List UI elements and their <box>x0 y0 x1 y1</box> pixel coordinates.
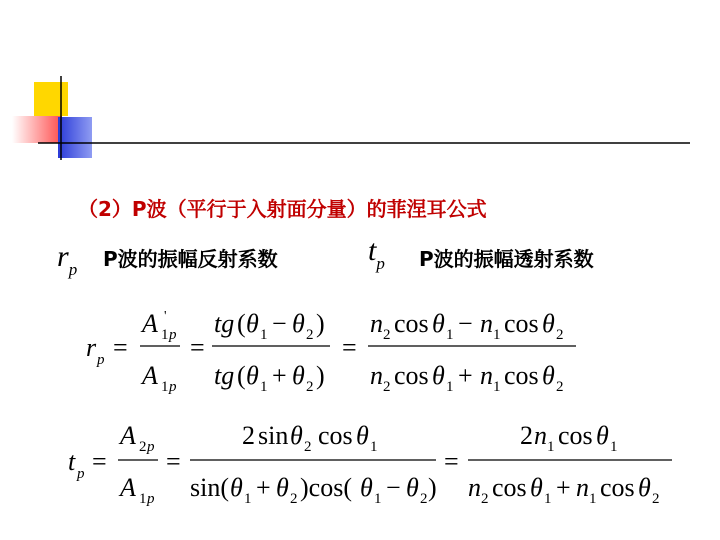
svg-text:θ: θ <box>542 361 555 390</box>
svg-text:θ: θ <box>246 361 259 390</box>
svg-text:(: ( <box>237 309 246 338</box>
svg-text:1: 1 <box>260 379 268 395</box>
svg-text:n: n <box>468 473 481 502</box>
svg-text:1: 1 <box>161 327 169 343</box>
svg-text:p: p <box>77 466 85 482</box>
svg-text:A: A <box>120 473 136 502</box>
svg-text:−: − <box>386 473 401 502</box>
svg-text:1: 1 <box>446 379 454 395</box>
svg-text:2: 2 <box>290 491 298 507</box>
svg-text:cos: cos <box>318 421 353 450</box>
svg-text:n: n <box>370 309 383 338</box>
svg-text:(: ( <box>237 361 246 390</box>
svg-text:+: + <box>272 361 287 390</box>
svg-text:2: 2 <box>304 439 312 455</box>
svg-text:θ: θ <box>230 473 243 502</box>
svg-text:n: n <box>480 361 493 390</box>
svg-text:t: t <box>68 447 76 476</box>
svg-text:tg: tg <box>214 309 235 338</box>
svg-text:sin: sin <box>258 421 289 450</box>
svg-text:n: n <box>370 361 383 390</box>
svg-text:2: 2 <box>242 421 255 450</box>
svg-text:2: 2 <box>556 379 564 395</box>
svg-text:θ: θ <box>542 309 555 338</box>
svg-text:sin(: sin( <box>190 473 229 502</box>
svg-text:1: 1 <box>139 491 147 507</box>
svg-text:θ: θ <box>360 473 373 502</box>
svg-text:A: A <box>142 309 158 338</box>
svg-text:=: = <box>92 447 107 476</box>
svg-text:=: = <box>166 447 181 476</box>
svg-text:cos: cos <box>504 361 539 390</box>
svg-text:=: = <box>342 333 357 362</box>
svg-text:2: 2 <box>306 379 314 395</box>
t-symbol: tp <box>368 234 385 273</box>
svg-text:+: + <box>556 473 571 502</box>
svg-text:+: + <box>458 361 473 390</box>
svg-text:1: 1 <box>374 491 382 507</box>
svg-text:θ: θ <box>292 361 305 390</box>
svg-text:θ: θ <box>596 421 609 450</box>
section-heading: （2）P波（平行于入射面分量）的菲涅耳公式 <box>78 197 487 221</box>
svg-text:2: 2 <box>306 327 314 343</box>
svg-text:p: p <box>169 379 177 395</box>
svg-text:θ: θ <box>246 309 259 338</box>
svg-text:θ: θ <box>530 473 543 502</box>
svg-text:1: 1 <box>446 327 454 343</box>
svg-text:p: p <box>169 327 177 343</box>
ornament-yellow-square <box>34 82 68 116</box>
svg-text:1: 1 <box>260 327 268 343</box>
svg-text:θ: θ <box>356 421 369 450</box>
svg-text:): ) <box>316 361 325 390</box>
svg-text:1: 1 <box>370 439 378 455</box>
svg-text:cos: cos <box>492 473 527 502</box>
svg-text:=: = <box>444 447 459 476</box>
svg-text:1: 1 <box>544 491 552 507</box>
svg-text:2: 2 <box>139 439 147 455</box>
svg-text:1: 1 <box>161 379 169 395</box>
r-definition-label: P波的振幅反射系数 <box>103 247 278 271</box>
svg-text:2: 2 <box>383 379 391 395</box>
svg-text:θ: θ <box>406 473 419 502</box>
svg-text:θ: θ <box>276 473 289 502</box>
svg-text:θ: θ <box>432 309 445 338</box>
svg-text:θ: θ <box>432 361 445 390</box>
svg-text:−: − <box>458 309 473 338</box>
svg-text:θ: θ <box>290 421 303 450</box>
svg-text:A: A <box>120 421 136 450</box>
svg-text:+: + <box>256 473 271 502</box>
svg-text:): ) <box>428 473 437 502</box>
slide-ornament <box>0 0 720 200</box>
t-definition-label: P波的振幅透射系数 <box>419 247 594 271</box>
svg-text:2: 2 <box>520 421 533 450</box>
svg-text:r: r <box>86 333 97 362</box>
svg-text:)cos(: )cos( <box>300 473 352 502</box>
svg-text:θ: θ <box>292 309 305 338</box>
svg-text:2: 2 <box>481 491 489 507</box>
svg-text:cos: cos <box>394 361 429 390</box>
svg-text:n: n <box>576 473 589 502</box>
svg-text:tg: tg <box>214 361 235 390</box>
svg-text:A: A <box>142 361 158 390</box>
svg-text:cos: cos <box>394 309 429 338</box>
r-symbol: rp <box>57 240 78 279</box>
tp-fresnel-equation <box>62 418 682 518</box>
svg-text:p: p <box>97 352 105 368</box>
svg-text:p: p <box>147 491 155 507</box>
ornament-blue-square <box>58 117 92 158</box>
svg-text:p: p <box>147 439 155 455</box>
svg-text:1: 1 <box>493 327 501 343</box>
svg-text:n: n <box>534 421 547 450</box>
svg-text:=: = <box>190 333 205 362</box>
svg-text:1: 1 <box>547 439 555 455</box>
svg-text:': ' <box>164 309 167 324</box>
svg-text:2: 2 <box>556 327 564 343</box>
ornament-red-square <box>12 116 62 143</box>
svg-text:1: 1 <box>493 379 501 395</box>
svg-text:−: − <box>272 309 287 338</box>
svg-text:cos: cos <box>558 421 593 450</box>
svg-text:cos: cos <box>504 309 539 338</box>
rp-fresnel-equation <box>80 298 590 398</box>
svg-text:1: 1 <box>244 491 252 507</box>
svg-text:n: n <box>480 309 493 338</box>
svg-text:cos: cos <box>600 473 635 502</box>
svg-text:θ: θ <box>638 473 651 502</box>
svg-text:1: 1 <box>610 439 618 455</box>
svg-text:2: 2 <box>420 491 428 507</box>
svg-text:=: = <box>113 333 128 362</box>
svg-text:1: 1 <box>589 491 597 507</box>
svg-text:2: 2 <box>652 491 660 507</box>
svg-text:2: 2 <box>383 327 391 343</box>
svg-text:): ) <box>316 309 325 338</box>
